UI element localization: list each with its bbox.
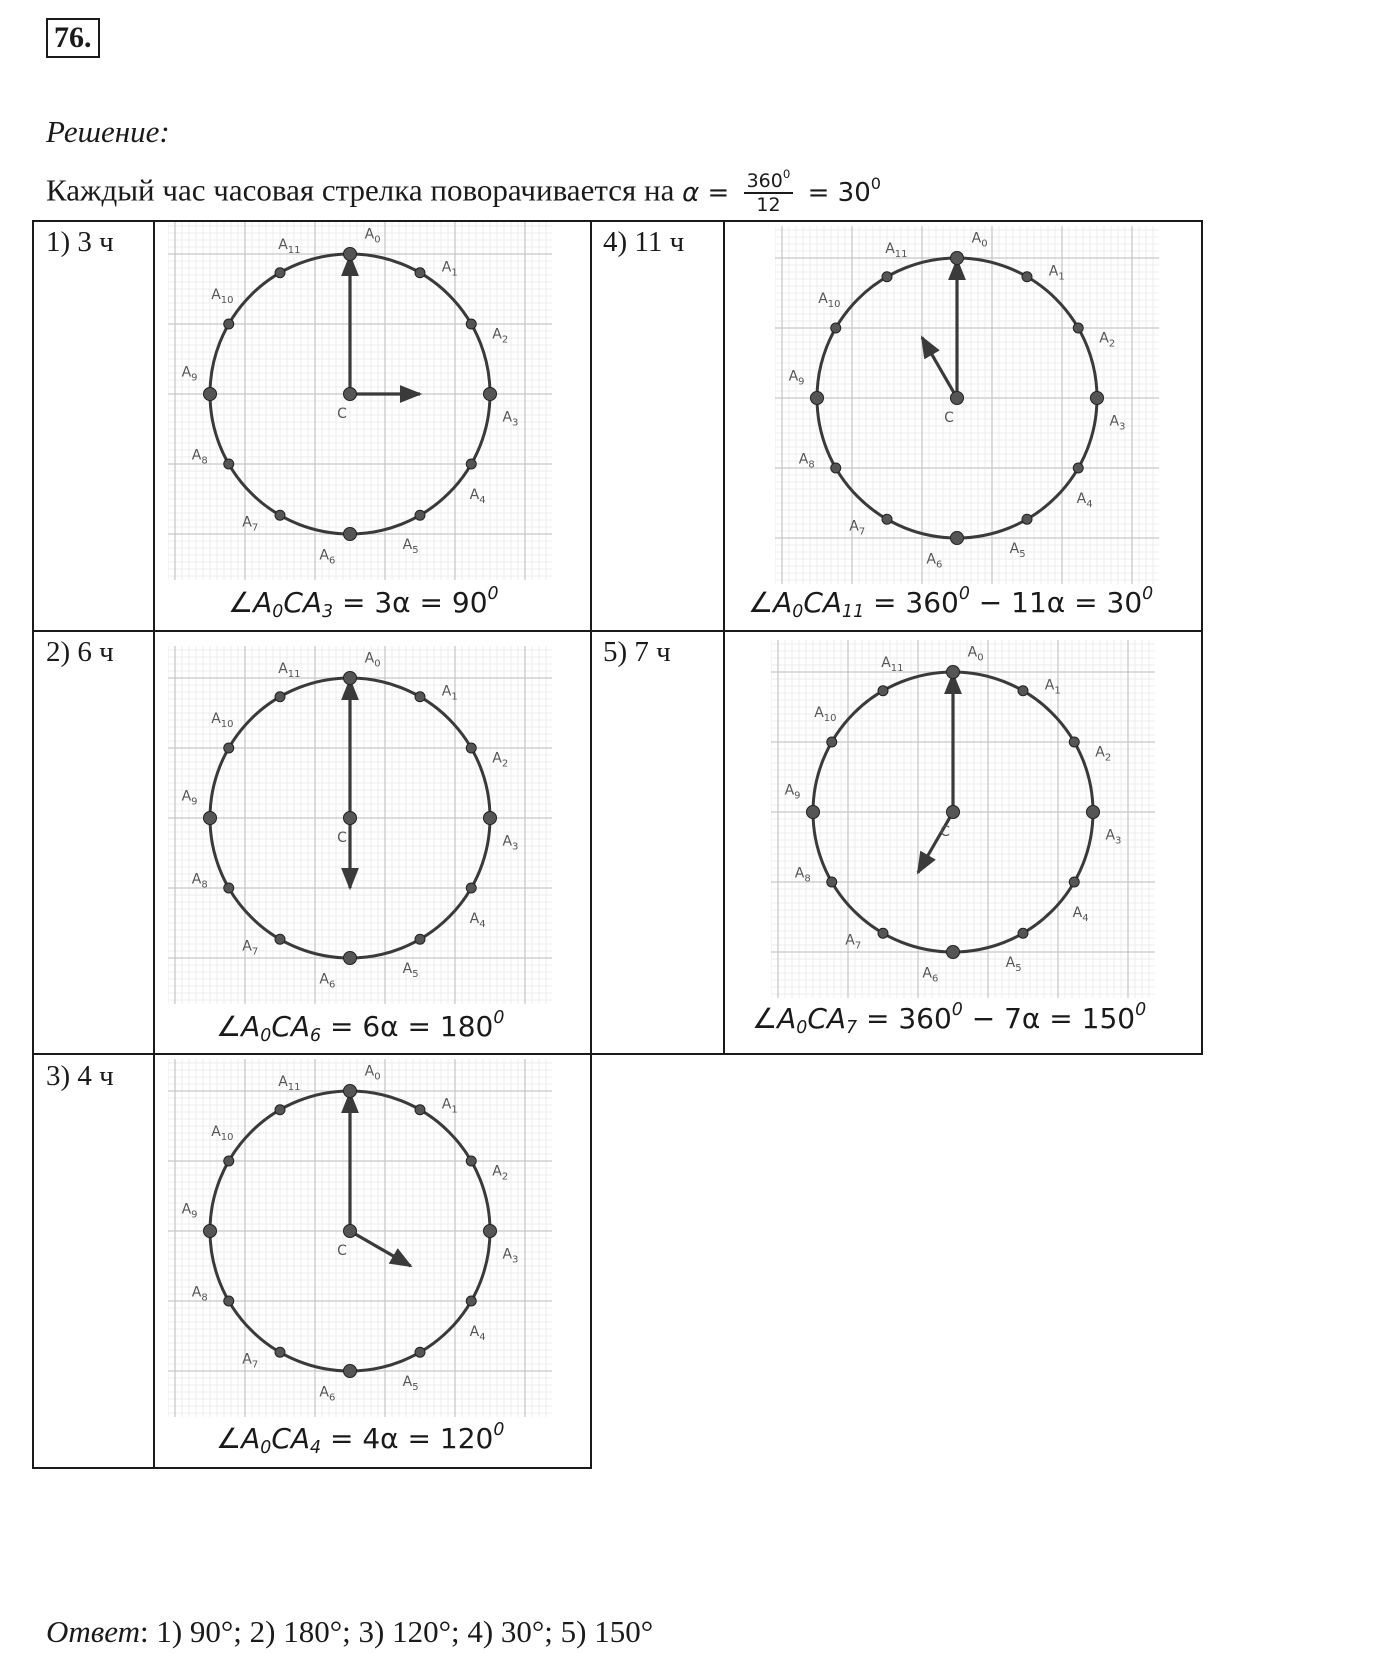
point-label-a10: $A_{10}$	[814, 705, 837, 725]
point-a9	[811, 392, 824, 405]
point-a6	[344, 1365, 357, 1378]
label-cell-4	[590, 220, 725, 632]
point-a7	[275, 1347, 285, 1357]
point-label-a3: $A_3$	[1109, 413, 1126, 433]
center-label: C	[944, 410, 954, 426]
clock-label-3: 3) 4 ч	[46, 1060, 114, 1092]
f5-degree-mid: 0	[951, 999, 963, 1020]
point-label-a10: $A_{10}$	[211, 1124, 234, 1144]
point-label-a2: $A_2$	[492, 326, 509, 346]
grid	[168, 222, 552, 580]
center-label: C	[940, 824, 950, 840]
f4-degree: 0	[1142, 583, 1154, 604]
point-label-a0: $A_0$	[364, 226, 381, 246]
f5-angle: ∠A	[752, 1002, 797, 1035]
clock-label-2: 2) 6 ч	[46, 636, 114, 668]
point-label-a1: $A_1$	[441, 1096, 458, 1116]
point-a0	[947, 666, 960, 679]
f1-rest: = 3α = 90	[333, 586, 488, 619]
point-a6	[344, 528, 357, 541]
point-a5	[415, 1347, 425, 1357]
hour-hand	[922, 337, 957, 398]
clock-label-1: 1) 3 ч	[46, 226, 114, 258]
point-a1	[1018, 686, 1028, 696]
f3-sub1: 4	[310, 1438, 322, 1459]
clock-diagram-6h	[168, 646, 552, 1004]
answer-label: Ответ	[46, 1614, 140, 1649]
point-label-a1: $A_1$	[441, 259, 458, 279]
f4-sub0: 0	[792, 602, 804, 623]
point-label-a1: $A_1$	[1044, 677, 1061, 697]
point-label-a2: $A_2$	[492, 750, 509, 770]
point-label-a9: $A_9$	[784, 782, 801, 802]
point-a3	[1091, 392, 1104, 405]
point-label-a3: $A_3$	[1105, 827, 1122, 847]
point-a1	[415, 268, 425, 278]
clock-svg	[771, 640, 1155, 998]
f1-degree: 0	[487, 583, 499, 604]
f3-ca: CA	[271, 1422, 311, 1455]
center-point	[344, 388, 357, 401]
point-label-a11: $A_{11}$	[881, 654, 904, 674]
center-point	[344, 812, 357, 825]
point-label-a11: $A_{11}$	[885, 240, 908, 260]
point-label-a4: $A_4$	[1072, 904, 1089, 924]
point-a2	[1073, 323, 1083, 333]
frac-num-value: 360	[746, 170, 783, 192]
point-a11	[275, 692, 285, 702]
point-a3	[1087, 806, 1100, 819]
grid	[775, 226, 1159, 584]
point-a11	[878, 686, 888, 696]
center-label: C	[337, 406, 347, 422]
point-a11	[882, 272, 892, 282]
point-a5	[415, 510, 425, 520]
f5-degree: 0	[1135, 999, 1147, 1020]
f1-sub0: 0	[272, 602, 284, 623]
label-cell-2	[32, 630, 155, 1055]
point-label-a11: $A_{11}$	[278, 1073, 301, 1093]
f5-sub0: 0	[796, 1018, 808, 1039]
f2-rest: = 6α = 180	[321, 1010, 494, 1043]
center-point	[951, 392, 964, 405]
label-cell-1	[32, 220, 155, 632]
point-label-a9: $A_9$	[181, 364, 198, 384]
point-label-a5: $A_5$	[402, 1374, 419, 1394]
point-a9	[204, 812, 217, 825]
f5-rest: = 360	[857, 1002, 952, 1035]
answer-text: : 1) 90°; 2) 180°; 3) 120°; 4) 30°; 5) 150°	[139, 1614, 654, 1649]
clock-diagram-3h	[168, 222, 552, 580]
point-a7	[275, 934, 285, 944]
point-label-a5: $A_5$	[402, 537, 419, 557]
point-a2	[466, 319, 476, 329]
hour-hand	[350, 1231, 411, 1266]
f4-rest2: − 11α = 30	[969, 586, 1143, 619]
point-a1	[1022, 272, 1032, 282]
point-a9	[204, 1225, 217, 1238]
hour-hand	[918, 812, 953, 873]
point-label-a11: $A_{11}$	[278, 236, 301, 256]
point-a5	[415, 934, 425, 944]
f4-angle: ∠A	[748, 586, 793, 619]
clock-svg	[168, 646, 552, 1004]
clock-diagram-7h	[771, 640, 1155, 998]
point-a4	[466, 1296, 476, 1306]
point-label-a9: $A_9$	[788, 368, 805, 388]
f2-degree: 0	[493, 1007, 505, 1028]
intro-text: Каждый час часовая стрелка поворачивается на	[46, 172, 675, 208]
point-label-a4: $A_4$	[469, 1323, 486, 1343]
fraction-denominator: 12	[756, 194, 781, 216]
grid	[771, 640, 1155, 998]
grid	[168, 646, 552, 1004]
formula-5	[752, 999, 1147, 1039]
intro-statement	[46, 167, 882, 216]
point-label-a8: $A_8$	[191, 447, 208, 467]
point-label-a2: $A_2$	[1099, 330, 1116, 350]
point-a4	[1073, 463, 1083, 473]
point-label-a6: $A_6$	[319, 1384, 336, 1404]
point-label-a8: $A_8$	[191, 871, 208, 891]
point-a8	[224, 1296, 234, 1306]
point-label-a3: $A_3$	[502, 409, 519, 429]
clock-label-5: 5) 7 ч	[603, 636, 671, 668]
point-label-a7: $A_7$	[242, 1351, 259, 1371]
point-label-a8: $A_8$	[798, 451, 815, 471]
f1-sub1: 3	[322, 602, 334, 623]
point-label-a11: $A_{11}$	[278, 660, 301, 680]
intro-math	[682, 167, 882, 216]
point-label-a6: $A_6$	[319, 971, 336, 991]
point-label-a10: $A_{10}$	[211, 711, 234, 731]
point-label-a6: $A_6$	[319, 547, 336, 567]
point-label-a0: $A_0$	[971, 230, 988, 250]
point-label-a0: $A_0$	[967, 644, 984, 664]
intro-alpha: α	[682, 177, 700, 208]
point-label-a4: $A_4$	[469, 486, 486, 506]
label-cell-3	[32, 1053, 155, 1469]
f4-ca: CA	[803, 586, 843, 619]
point-label-a5: $A_5$	[1009, 541, 1026, 561]
point-a10	[224, 319, 234, 329]
f5-rest2: − 7α = 150	[962, 1002, 1136, 1035]
point-label-a8: $A_8$	[191, 1284, 208, 1304]
point-a2	[466, 1156, 476, 1166]
point-label-a10: $A_{10}$	[211, 287, 234, 307]
label-cell-5	[590, 630, 725, 1055]
intro-fraction	[744, 167, 794, 216]
point-label-a6: $A_6$	[922, 965, 939, 985]
point-label-a3: $A_3$	[502, 833, 519, 853]
point-label-a2: $A_2$	[492, 1163, 509, 1183]
problem-number: 76.	[46, 18, 100, 58]
center-label: C	[337, 1243, 347, 1259]
point-a5	[1018, 928, 1028, 938]
point-a4	[1069, 877, 1079, 887]
point-label-a5: $A_5$	[1005, 955, 1022, 975]
f2-sub0: 0	[260, 1026, 272, 1047]
point-label-a8: $A_8$	[794, 865, 811, 885]
frac-num-degree: 0	[782, 167, 791, 182]
point-a8	[827, 877, 837, 887]
point-label-a0: $A_0$	[364, 1063, 381, 1083]
point-a8	[224, 459, 234, 469]
point-label-a9: $A_9$	[181, 1201, 198, 1221]
f3-sub0: 0	[260, 1438, 272, 1459]
intro-eq: =	[707, 177, 730, 208]
point-label-a6: $A_6$	[926, 551, 943, 571]
f5-sub1: 7	[846, 1018, 858, 1039]
point-a7	[882, 514, 892, 524]
point-label-a4: $A_4$	[1076, 490, 1093, 510]
clock-svg	[775, 226, 1159, 584]
point-a4	[466, 883, 476, 893]
point-a5	[1022, 514, 1032, 524]
f3-rest: = 4α = 120	[321, 1422, 494, 1455]
f4-degree-mid: 0	[958, 583, 970, 604]
clock-label-4: 4) 11 ч	[603, 226, 685, 258]
clock-diagram-11h	[775, 226, 1159, 584]
point-a6	[344, 952, 357, 965]
point-a9	[204, 388, 217, 401]
point-label-a7: $A_7$	[849, 518, 866, 538]
f2-ca: CA	[271, 1010, 311, 1043]
point-a7	[275, 510, 285, 520]
point-label-a1: $A_1$	[1048, 263, 1065, 283]
clock-svg	[168, 1059, 552, 1417]
formula-3	[216, 1419, 505, 1459]
point-a0	[344, 672, 357, 685]
clock-diagram-4h	[168, 1059, 552, 1417]
center-point	[947, 806, 960, 819]
point-a11	[275, 268, 285, 278]
point-a0	[344, 248, 357, 261]
formula-1	[228, 583, 499, 623]
f4-rest: = 360	[864, 586, 959, 619]
point-a2	[466, 743, 476, 753]
formula-4	[748, 583, 1154, 623]
clock-svg	[168, 222, 552, 580]
f3-angle: ∠A	[216, 1422, 261, 1455]
point-label-a7: $A_7$	[242, 938, 259, 958]
point-a6	[951, 532, 964, 545]
point-a1	[415, 1105, 425, 1115]
point-a10	[827, 737, 837, 747]
point-label-a10: $A_{10}$	[818, 291, 841, 311]
answer	[46, 1614, 653, 1650]
point-a2	[1069, 737, 1079, 747]
f3-degree: 0	[493, 1419, 505, 1440]
point-label-a5: $A_5$	[402, 961, 419, 981]
f4-sub1: 11	[842, 602, 865, 623]
point-a3	[484, 388, 497, 401]
point-label-a0: $A_0$	[364, 650, 381, 670]
point-a3	[484, 1225, 497, 1238]
point-label-a3: $A_3$	[502, 1246, 519, 1266]
center-point	[344, 1225, 357, 1238]
f1-ca: CA	[283, 586, 323, 619]
point-label-a2: $A_2$	[1095, 744, 1112, 764]
f2-angle: ∠A	[216, 1010, 261, 1043]
point-a9	[807, 806, 820, 819]
point-label-a7: $A_7$	[242, 514, 259, 534]
point-a4	[466, 459, 476, 469]
point-a0	[344, 1085, 357, 1098]
point-label-a9: $A_9$	[181, 788, 198, 808]
point-a7	[878, 928, 888, 938]
solution-label: Решение:	[46, 114, 170, 149]
point-a10	[224, 1156, 234, 1166]
f2-sub1: 6	[310, 1026, 322, 1047]
point-a3	[484, 812, 497, 825]
point-a8	[224, 883, 234, 893]
point-label-a7: $A_7$	[845, 932, 862, 952]
formula-2	[216, 1007, 505, 1047]
intro-result-degree: 0	[870, 173, 882, 193]
point-a10	[831, 323, 841, 333]
f1-angle: ∠A	[228, 586, 273, 619]
point-a0	[951, 252, 964, 265]
point-a1	[415, 692, 425, 702]
point-a6	[947, 946, 960, 959]
intro-result: = 30	[807, 177, 871, 208]
point-label-a1: $A_1$	[441, 683, 458, 703]
f5-ca: CA	[807, 1002, 847, 1035]
point-a11	[275, 1105, 285, 1115]
point-a8	[831, 463, 841, 473]
center-label: C	[337, 830, 347, 846]
point-a10	[224, 743, 234, 753]
fraction-numerator	[744, 167, 794, 194]
point-label-a4: $A_4$	[469, 910, 486, 930]
